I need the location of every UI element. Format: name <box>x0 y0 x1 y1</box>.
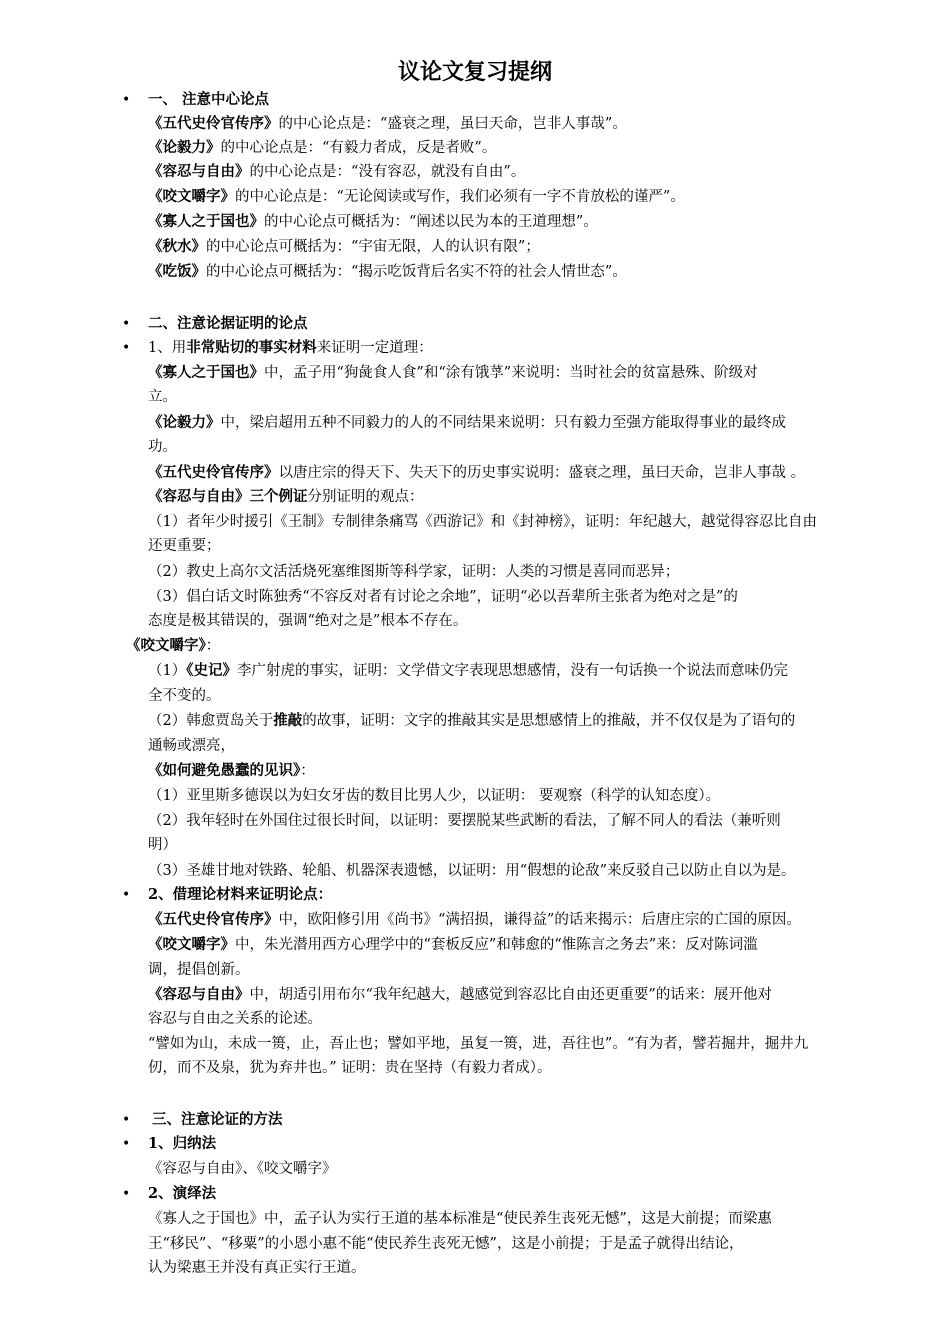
s2-point-1 <box>148 337 433 359</box>
line-text: （2）韩愈贾岛关于 <box>148 713 274 729</box>
line-text: （1） <box>148 663 187 679</box>
paragraph-line: 容忍与自由之关系的论述。 <box>148 1011 322 1027</box>
line-text: 中，朱光潜用西方心理学中的“套板反应”和韩愈的“惟陈言之务去”来：反对陈词滥 <box>235 937 758 953</box>
paragraph-line: （2）我年轻时在外国住过很长时间，以证明：要摆脱某些武断的看法，了解不同人的看法（兼听则 <box>148 813 781 829</box>
line-text: 李广射虎的事实，证明：文学借文字表现思想感情，没有一句话换一个说法而意味仍完 <box>236 663 788 679</box>
work-title: 《五代史伶官传序》 <box>148 115 279 132</box>
work-title: 《咬文嚼字》 <box>148 188 235 205</box>
item-text: 的中心论点是：“盛衰之理，虽曰天命，岂非人事哉”。 <box>278 116 627 132</box>
s1-item <box>148 161 525 183</box>
work-title: 《咬文嚼字》 <box>148 936 235 953</box>
work-title: 《秋水》 <box>148 238 206 255</box>
paragraph-line <box>126 635 220 657</box>
item-text: 的中心论点是：“没有容忍，就没有自由”。 <box>249 164 526 180</box>
work-title: 《五代史伶官传序》 <box>148 464 279 481</box>
work-title: 《寡人之于国也》 <box>148 364 264 381</box>
item-text: 的中心论点是：“无论阅读或写作，我们必须有一字不肯放松的谨严”。 <box>235 189 685 205</box>
paragraph-line: 通畅或漂亮， <box>148 738 235 754</box>
work-title: 《论毅力》 <box>148 414 221 431</box>
paragraph-line: 明） <box>148 837 177 853</box>
paragraph-line <box>148 934 758 956</box>
paragraph-line: （1）者年少时援引《王制》专制律条痛骂《西游记》和《封神榜》，证明：年纪越大，越觉得容忍比自由 <box>148 514 817 530</box>
s1-item <box>148 236 540 258</box>
s1-item <box>148 186 685 208</box>
paragraph-line: 《容忍与自由》、《咬文嚼字》 <box>148 1161 337 1177</box>
point-emphasis: 非常贴切的事实材料 <box>186 339 317 356</box>
bullet-icon: • <box>122 92 131 108</box>
emphasis: 推敲 <box>273 712 303 729</box>
s1-item <box>148 261 627 283</box>
point-prefix: 1、用 <box>148 340 187 356</box>
bullet-icon: • <box>122 1186 131 1202</box>
line-text: 的故事，证明：文字的推敲其实是思想感情上的推敲，并不仅仅是为了语句的 <box>302 713 796 729</box>
work-title: 《容忍与自由》三个例证 <box>148 488 308 505</box>
paragraph-line <box>148 710 795 732</box>
line-text: ： <box>205 638 221 654</box>
work-title: 《史记》 <box>186 662 237 679</box>
work-title: 《论毅力》 <box>148 139 221 156</box>
paragraph-line: 全不变的。 <box>148 688 221 704</box>
item-text: 的中心论点可概括为：“宇宙无限，人的认识有限”； <box>206 239 540 255</box>
s1-item <box>148 211 598 233</box>
item-text: 的中心论点可概括为：“阐述以民为本的王道理想”。 <box>264 214 598 230</box>
paragraph-line <box>148 760 315 782</box>
bullet-icon: • <box>122 1112 131 1128</box>
paragraph-line: 调，提倡创新。 <box>148 962 250 978</box>
paragraph-line: 《寡人之于国也》中，孟子认为实行王道的基本标准是“使民养生丧死无憾”，这是大前提；而梁惠 <box>148 1211 772 1227</box>
paragraph-line: 认为梁惠王并没有真正实行王道。 <box>148 1260 366 1276</box>
bullet-icon: • <box>122 316 131 332</box>
line-text: 中，梁启超用五种不同毅力的人的不同结果来说明：只有毅力至强方能取得事业的最终成 <box>220 415 786 431</box>
document-title: 议论文复习提纲 <box>397 60 552 85</box>
work-title: 《吃饭》 <box>148 263 206 280</box>
paragraph-line: 还更重要； <box>148 538 221 554</box>
work-title: 《容忍与自由》 <box>148 163 250 180</box>
s1-item <box>148 137 496 159</box>
paragraph-line <box>148 984 772 1006</box>
item-text: 的中心论点可概括为：“揭示吃饭背后名实不符的社会人情世态”。 <box>206 264 627 280</box>
paragraph-line: （2）教史上高尔文活活烧死塞维图斯等科学家，证明：人类的习惯是喜同而恶异； <box>148 564 680 580</box>
paragraph-line <box>148 660 788 682</box>
bullet-icon: • <box>122 887 131 903</box>
section-1-heading: 一、 注意中心论点 <box>148 91 270 108</box>
work-title: 《如何避免愚蠢的见识》 <box>148 762 301 779</box>
paragraph-line: （3）圣雄甘地对铁路、轮船、机器深表遗憾，以证明：用“假想的论敌”来反驳自己以防止自以为是。 <box>148 863 796 879</box>
line-text: 中，胡适引用布尔“我年纪越大，越感觉到容忍比自由还更重要”的话来：展开他对 <box>249 987 772 1003</box>
paragraph-line <box>148 362 758 384</box>
line-text: ： <box>300 763 315 779</box>
paragraph-line <box>148 462 805 484</box>
s1-item <box>148 113 627 135</box>
paragraph-line: 功。 <box>148 439 177 455</box>
paragraph-line <box>148 909 801 931</box>
paragraph-line <box>148 412 786 434</box>
paragraph-line: 仞，而不及泉，犹为弃井也。” 证明：贵在坚持（有毅力者成）。 <box>148 1060 552 1076</box>
paragraph-line: 立。 <box>148 389 177 405</box>
item-text: 的中心论点是：“有毅力者成，反是者败”。 <box>220 140 497 156</box>
paragraph-line: （1）亚里斯多德误以为妇女牙齿的数目比男人少，以证明： 要观察（科学的认知态度）。 <box>148 788 721 804</box>
paragraph-line: （3）倡白话文时陈独秀“不容反对者有讨论之余地”，证明“必以吾辈所主张者为绝对之是”的 <box>148 589 738 605</box>
s2-point-2: 2、借理论材料来证明论点： <box>148 886 333 903</box>
work-title: 《五代史伶官传序》 <box>148 911 279 928</box>
method-2-heading: 2、演绎法 <box>148 1185 217 1202</box>
section-3-heading: 三、注意论证的方法 <box>152 1111 283 1128</box>
point-suffix: 来证明一定道理： <box>316 340 433 356</box>
paragraph-line <box>148 486 424 508</box>
paragraph-line: 王“移民”、“移粟”的小恩小惠不能“使民养生丧死无憾”，这是小前提；于是孟子就得出结论， <box>148 1236 744 1252</box>
work-title: 《咬文嚼字》 <box>126 637 206 654</box>
bullet-icon: • <box>122 340 131 356</box>
bullet-icon: • <box>122 1136 131 1152</box>
section-2-heading: 二、注意论据证明的论点 <box>148 315 308 332</box>
method-1-heading: 1、归纳法 <box>148 1135 217 1152</box>
line-text: 分别证明的观点： <box>307 489 424 505</box>
line-text: 中，孟子用“狗彘食人食”和“涂有饿莩”来说明：当时社会的贫富悬殊、阶级对 <box>264 365 758 381</box>
work-title: 《寡人之于国也》 <box>148 213 264 230</box>
paragraph-line: 态度是极其错误的，强调“绝对之是”根本不存在。 <box>148 613 468 629</box>
work-title: 《容忍与自由》 <box>148 986 250 1003</box>
line-text: 中，欧阳修引用《尚书》“满招损，谦得益”的话来揭示：后唐庄宗的亡国的原因。 <box>278 912 801 928</box>
line-text: 以唐庄宗的得天下、失天下的历史事实说明：盛衰之理，虽曰天命，岂非人事哉 。 <box>278 465 806 481</box>
paragraph-line: “譬如为山，未成一篑，止，吾止也；譬如平地，虽复一篑，进，吾往也”。“有为者，譬若掘井，掘井九 <box>148 1036 809 1052</box>
